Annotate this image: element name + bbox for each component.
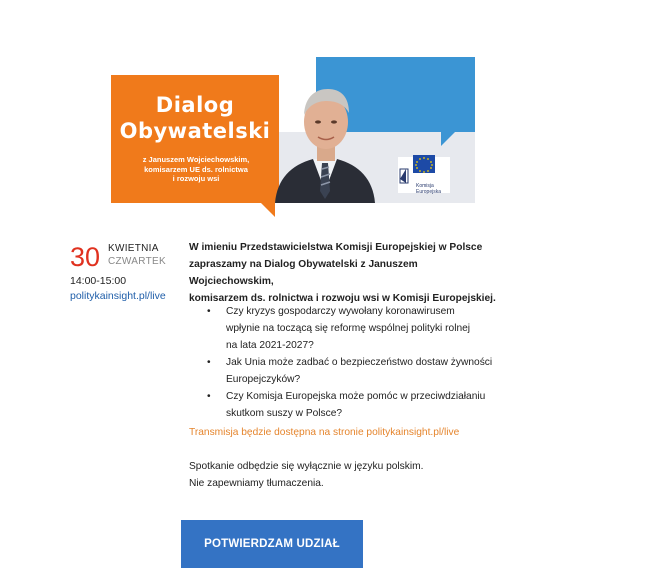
note-line: Nie zapewniamy tłumaczenia.: [189, 478, 324, 489]
question-line: Czy kryzys gospodarczy wywołany koronawirusem: [226, 306, 455, 317]
event-month: KWIETNIA: [108, 243, 159, 254]
eu-logo-text: [416, 183, 441, 195]
subtitle-line: komisarzem UE ds. rolnictwa: [144, 164, 248, 174]
blue-bubble-tail: [441, 132, 455, 146]
question-line: Czy Komisja Europejska może pomóc w przeciwdziałaniu: [226, 391, 486, 402]
question-line: Jak Unia może zadbać o bezpieczeństwo dostaw żywności: [226, 357, 493, 368]
banner-title-line2: Obywatelski: [119, 119, 271, 143]
note-line: Spotkanie odbędzie się wyłącznie w języku polskim.: [189, 461, 424, 472]
bullet-icon: •: [207, 306, 211, 317]
event-weekday: CZWARTEK: [108, 256, 166, 267]
bullet-icon: •: [207, 391, 211, 402]
question-item: [203, 388, 503, 422]
question-line: wpłynie na toczącą się reformę wspólnej polityki rolnej: [226, 323, 471, 334]
speaker-photo: [273, 67, 377, 203]
event-banner: [111, 57, 663, 207]
eu-logo-line: Europejska: [416, 189, 442, 195]
question-line: Europejczyków?: [226, 374, 301, 385]
invitation-intro: [189, 239, 499, 307]
banner-title-line1: Dialog: [155, 93, 235, 117]
orange-bubble-tail: [261, 203, 275, 217]
question-item: [203, 303, 503, 354]
intro-line: W imieniu Przedstawicielstwa Komisji Europejskiej w Polsce: [189, 242, 483, 253]
subtitle-line: i rozwoju wsi: [172, 174, 220, 183]
eu-logo-line: Komisja: [416, 183, 434, 189]
questions-list: [203, 303, 503, 422]
banner-date: [531, 75, 671, 111]
stream-info: Transmisja będzie dostępna na stronie politykainsight.pl/live: [189, 427, 460, 438]
banner-time-line: 14:00-15:00: [562, 94, 640, 110]
event-link[interactable]: politykainsight.pl/live: [70, 290, 166, 302]
language-note: [189, 458, 423, 492]
intro-line: komisarzem ds. rolnictwa i rozwoju wsi w Komisji Europejskiej.: [189, 293, 496, 304]
banner-subtitle: [121, 155, 271, 184]
subtitle-line: z Januszem Wojciechowskim,: [142, 155, 250, 164]
question-item: [203, 354, 503, 388]
question-line: skutkom suszy w Polsce?: [226, 408, 343, 419]
bullet-icon: •: [207, 357, 211, 368]
intro-line: zapraszamy na Dialog Obywatelski z Januszem Wojciechowskim,: [189, 259, 418, 287]
banner-date-line: 30 kwietnia 2020 r.: [539, 76, 663, 92]
confirm-attendance-button[interactable]: POTWIERDZAM UDZIAŁ: [181, 520, 363, 568]
orange-speech-bubble: [111, 75, 279, 203]
event-time: 14:00-15:00: [70, 275, 127, 287]
event-day: 30: [70, 242, 101, 272]
question-line: na lata 2021-2027?: [226, 340, 314, 351]
